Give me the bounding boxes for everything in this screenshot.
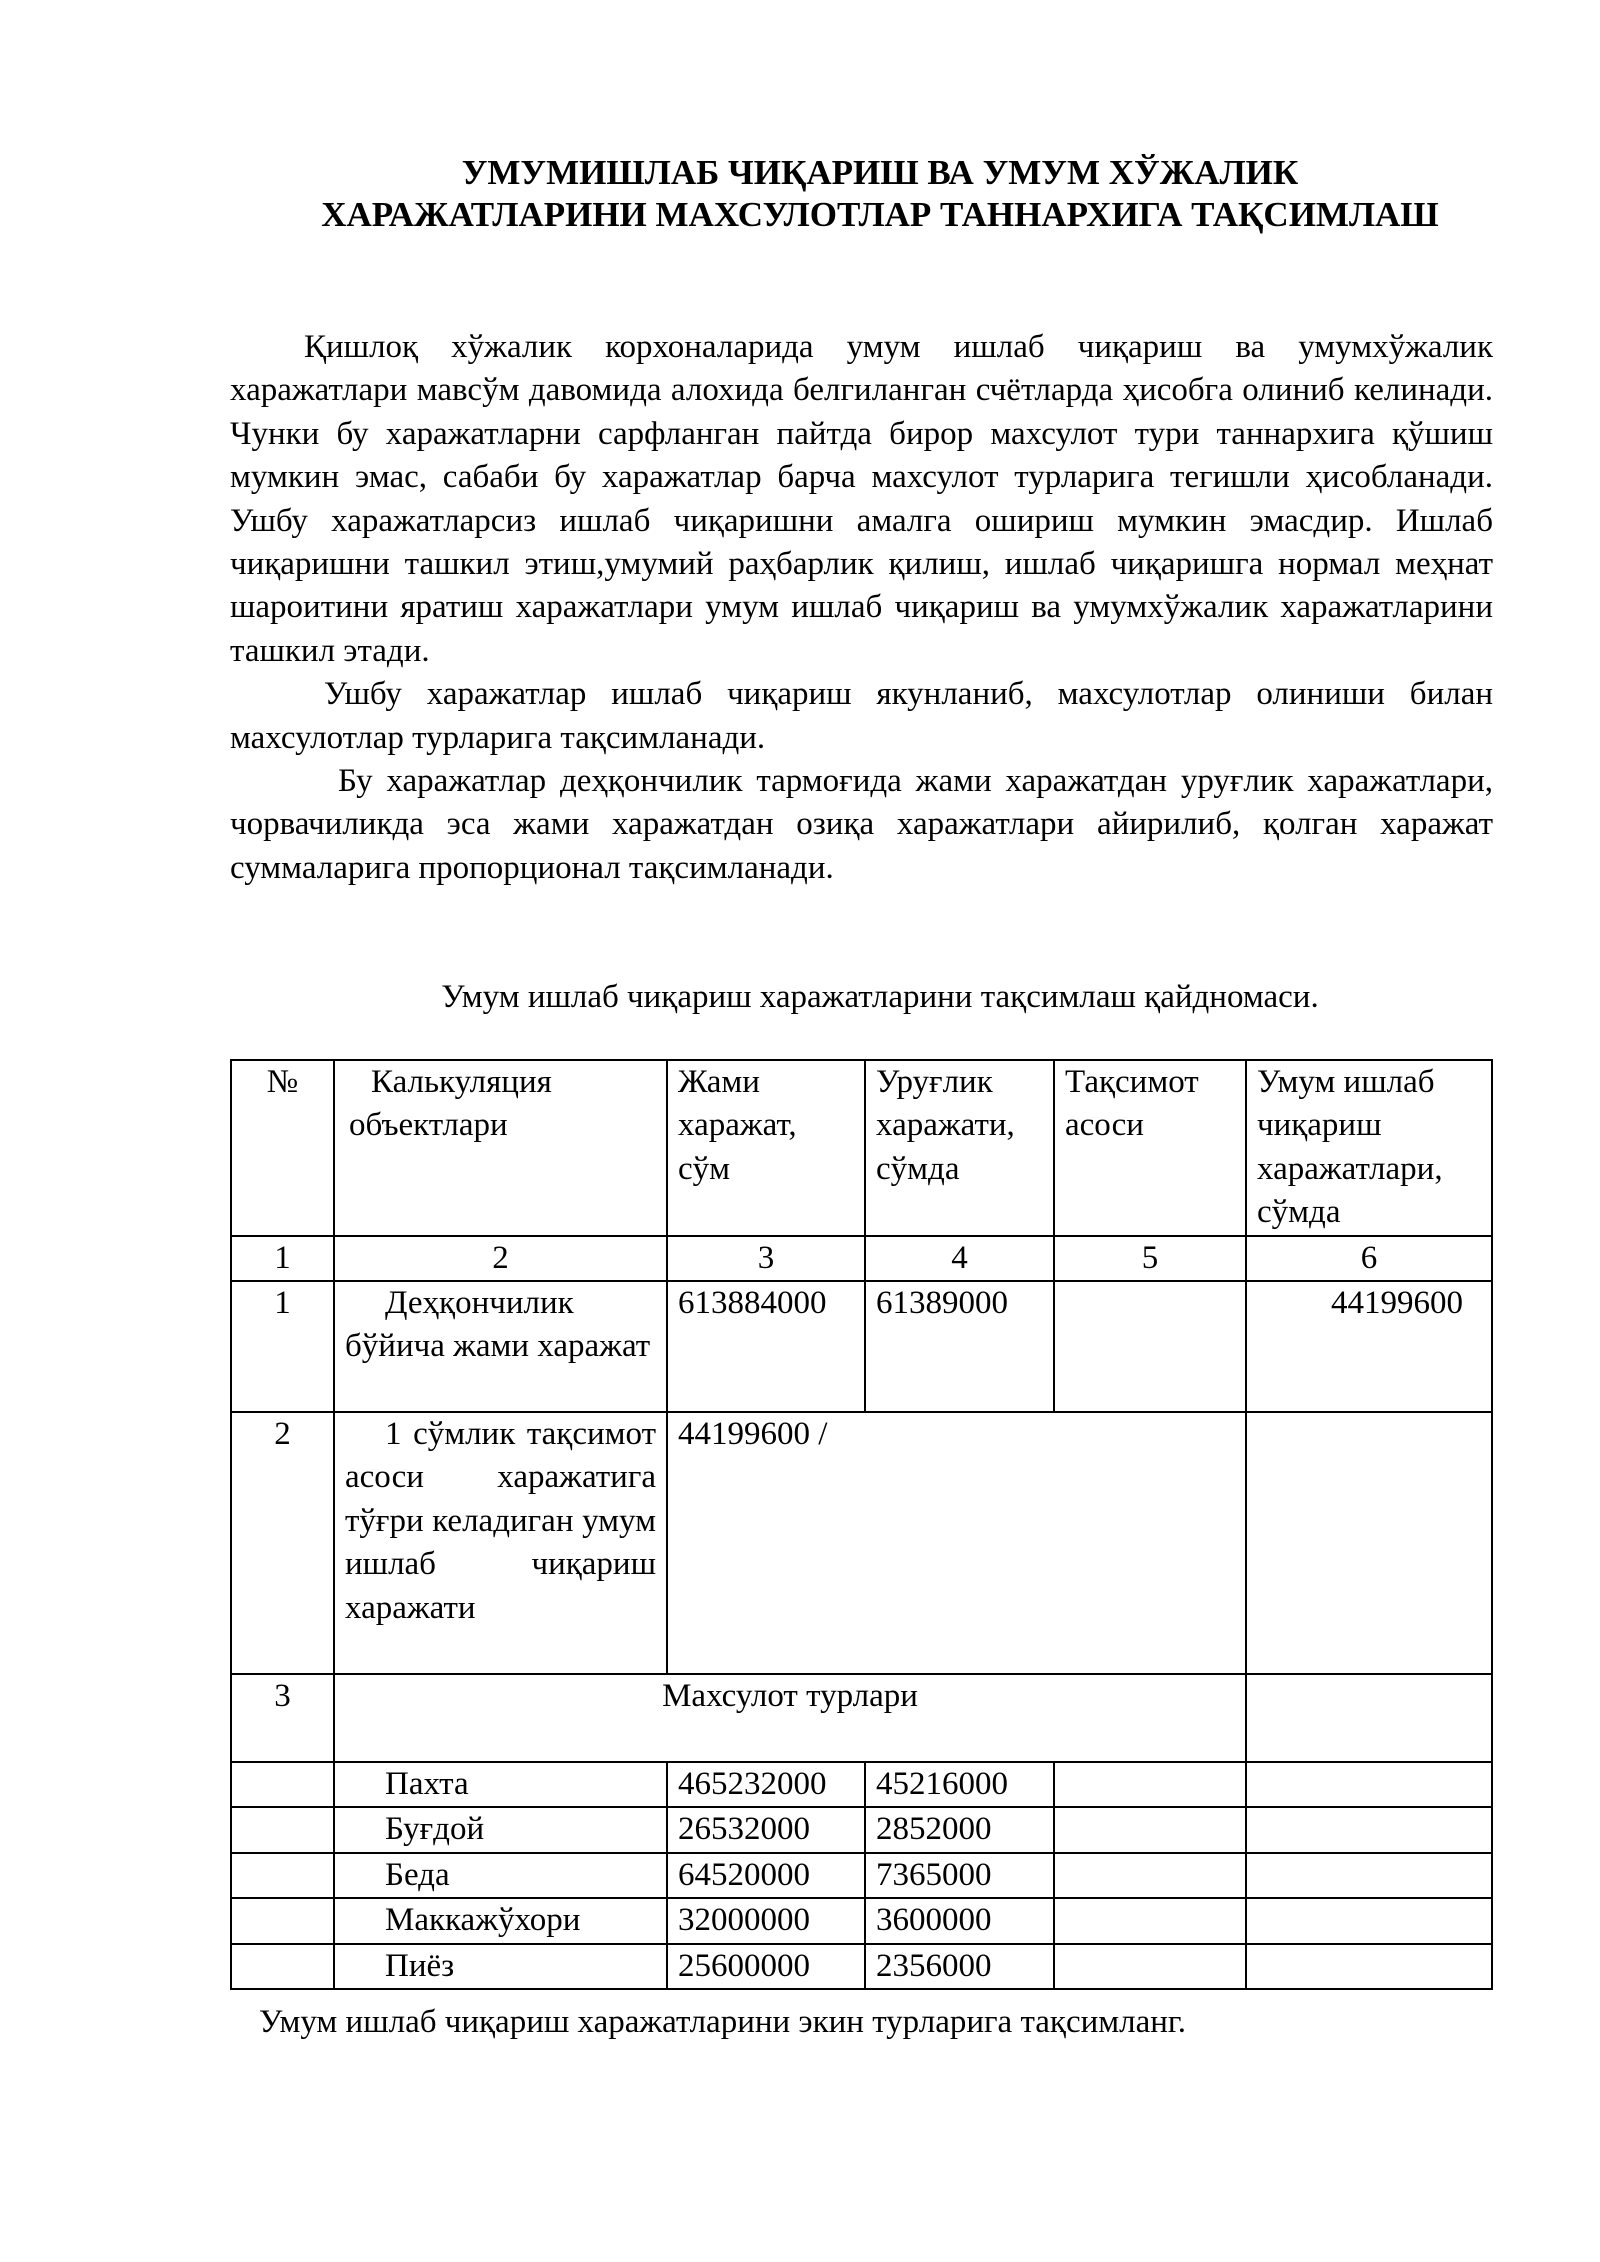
cell-seed: 2356000 [865,1944,1054,1989]
cell-total: 25600000 [667,1944,865,1989]
body-text [230,326,1493,890]
column-number: 6 [1246,1236,1492,1281]
product-name: Пиёз [334,1944,667,1989]
closing-instruction: Умум ишлаб чиқариш харажатларини экин турларига тақсимланг. [259,2004,1186,2040]
table-caption: Умум ишлаб чиқариш харажатларини тақсимлаш қайдномаси. [441,979,1319,1015]
cell-overhead [1246,1762,1492,1807]
cell-overhead [1246,1853,1492,1898]
row-num: 2 [231,1412,334,1674]
table-row [231,1853,1492,1898]
table-row [231,1898,1492,1943]
column-number-row [231,1236,1492,1281]
product-name: Буғдой [334,1807,667,1852]
cell-basis [1054,1898,1246,1943]
cell-basis [1054,1807,1246,1852]
cell-empty [1246,1674,1492,1762]
cell-overhead [1246,1807,1492,1852]
cell-basis [1054,1762,1246,1807]
table-row [231,1281,1492,1412]
cell-overhead [1246,1412,1492,1674]
column-number: 5 [1054,1236,1246,1281]
cell-empty [231,1853,334,1898]
cell-basis [1054,1853,1246,1898]
row-label: 1 сўмлик тақсимот асоси харажатига тўғри келадиган умум ишлаб чиқариш харажати [334,1412,667,1674]
cell-empty [231,1762,334,1807]
header-seed: Уруғлик харажати, сўмда [865,1060,1054,1236]
header-total: Жами харажат, сўм [667,1060,865,1236]
cell-total: 26532000 [667,1807,865,1852]
row-label: Деҳқончилик бўйича жами харажат [334,1281,667,1412]
document-title [200,152,1560,236]
cell-empty [231,1898,334,1943]
column-number: 1 [231,1236,334,1281]
header-object: Калькуляция объектлари [334,1060,667,1236]
product-name: Пахта [334,1762,667,1807]
paragraph-1: Қишлоқ хўжалик корхоналарида умум ишлаб чиқариш ва умумхўжалик харажатлари мавсўм давомида алохида белгиланган счётларда ҳисобга олиниб келинади. Чунки бу харажатларни сарфланган пайтда бирор махсулот тури таннархига қўшиш мумкин эмас, сабаби бу харажатлар барча махсулот турларига тегишли ҳисобланади. Ушбу харажатларсиз ишлаб чиқаришни амалга ошириш мумкин эмасдир. Ишлаб чиқаришни ташкил этиш,умумий раҳбарлик қилиш, ишлаб чиқаришга нормал меҳнат шароитини яратиш харажатлари умум ишлаб чиқариш ва умумхўжалик харажатларини ташкил этади. [230,329,1493,669]
column-number: 2 [334,1236,667,1281]
cell-empty [231,1807,334,1852]
title-line-2: ХАРАЖАТЛАРИНИ МАХСУЛОТЛАР ТАННАРХИГА ТАҚСИМЛАШ [321,195,1439,234]
paragraph-3: Бу харажатлар деҳқончилик тармоғида жами харажатдан уруғлик харажатлари, чорвачиликда эса жами харажатдан озиқа харажатлари айирилиб, қолган харажат суммаларига пропорционал тақсимланади. [230,763,1493,886]
product-name: Беда [334,1853,667,1898]
header-basis: Тақсимот асоси [1054,1060,1246,1236]
cell-overhead [1246,1898,1492,1943]
header-overhead: Умум ишлаб чиқариш харажатлари, сўмда [1246,1060,1492,1236]
allocation-table [230,1059,1493,1990]
cell-basis [1054,1281,1246,1412]
row-num: 1 [231,1281,334,1412]
cell-total: 32000000 [667,1898,865,1943]
cell-seed: 61389000 [865,1281,1054,1412]
cell-total: 465232000 [667,1762,865,1807]
cell-basis [1054,1944,1246,1989]
cell-seed: 2852000 [865,1807,1054,1852]
cell-total: 613884000 [667,1281,865,1412]
column-number: 4 [865,1236,1054,1281]
row-num: 3 [231,1674,334,1762]
cell-overhead: 44199600 [1246,1281,1492,1412]
cell-seed: 7365000 [865,1853,1054,1898]
table-row [231,1412,1492,1674]
cell-empty [231,1944,334,1989]
table-row [231,1762,1492,1807]
cell-seed: 45216000 [865,1762,1054,1807]
column-number: 3 [667,1236,865,1281]
cell-overhead [1246,1944,1492,1989]
header-num: № [231,1060,334,1236]
table-row [231,1807,1492,1852]
table-row [231,1674,1492,1762]
cell-total: 64520000 [667,1853,865,1898]
table-header-row [231,1060,1492,1236]
cell-formula: 44199600 / [667,1412,1246,1674]
product-name: Маккажўхори [334,1898,667,1943]
cell-seed: 3600000 [865,1898,1054,1943]
paragraph-2: Ушбу харажатлар ишлаб чиқариш якунланиб, махсулотлар олиниши билан махсулотлар турларига тақсимланади. [230,676,1493,756]
title-line-1: УМУМИШЛАБ ЧИҚАРИШ ВА УМУМ ХЎЖАЛИК [461,153,1299,192]
products-section-label: Махсулот турлари [334,1674,1246,1762]
table-row [231,1944,1492,1989]
